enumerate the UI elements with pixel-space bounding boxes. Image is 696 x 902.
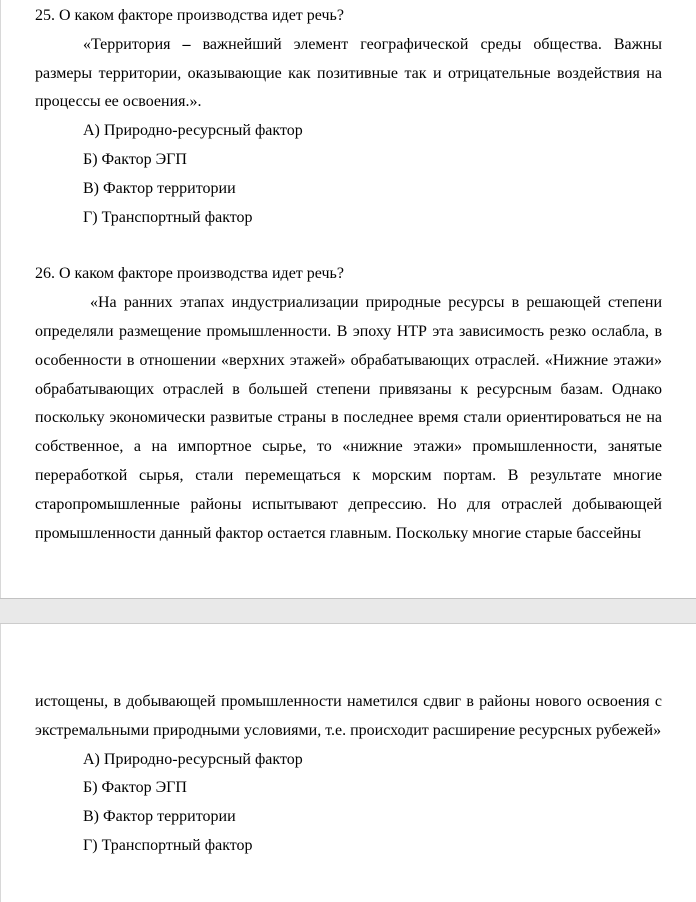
quote-dash-bold: – bbox=[182, 35, 191, 53]
answer-option-v: В) Фактор территории bbox=[83, 179, 236, 197]
question-26-quote-part1: «На ранних этапах индустриализации природные ресурсы в решающей степени определяли размещение промышленности. В эпоху НТР эта зависимость резко ослабла, в особенности в отношении «верхних этажей» обрабатывающих отраслей. «Нижние этажи» обрабатывающих отраслей в большей степени привязаны к ресурсным базам. Однако поскольку экономически развитые страны в последнее время стали ориентироваться не на собственное, а на импортное сырье, то «нижние этажи» промышленности, занятые переработкой сырья, стали перемещаться к морским портам. В результате многие старопромышленные районы испытывают депрессию. Но для отраслей добывающей промышленности данный фактор остается главным. Поскольку многие старые бассейны bbox=[35, 294, 662, 542]
answer-option-b: Б) Фактор ЭГП bbox=[83, 150, 187, 168]
answer-option-b: Б) Фактор ЭГП bbox=[83, 779, 187, 797]
question-25-title: 25. О каком факторе производства идет речь? bbox=[35, 7, 344, 24]
question-25 bbox=[35, 2, 662, 232]
answer-option-a: А) Природно-ресурсный фактор bbox=[83, 122, 303, 140]
quote-text-segment: важнейший элемент географической среды общества. Важны размеры территории, оказывающие как позитивные так и отрицательные воздействия на процессы ее освоения.». bbox=[35, 35, 662, 111]
page-break-gap bbox=[0, 598, 696, 624]
question-26-quote-part2: истощены, в добывающей промышленности наметился сдвиг в районы нового освоения с экстремальными природными условиями, т.е. происходит расширение ресурсных рубежей» bbox=[35, 693, 662, 739]
answer-option-a: А) Природно-ресурсный фактор bbox=[83, 750, 303, 768]
document-page-2 bbox=[0, 624, 696, 902]
question-26 bbox=[35, 260, 662, 548]
answer-option-g: Г) Транспортный фактор bbox=[83, 208, 253, 226]
question-25-quote bbox=[35, 31, 662, 117]
quote-text-segment: «Территория bbox=[83, 35, 183, 53]
question-26-continued bbox=[35, 688, 662, 861]
question-26-title: 26. О каком факторе производства идет речь? bbox=[35, 265, 344, 283]
answer-option-v: В) Фактор территории bbox=[83, 808, 236, 826]
answer-option-g: Г) Транспортный фактор bbox=[83, 836, 253, 854]
